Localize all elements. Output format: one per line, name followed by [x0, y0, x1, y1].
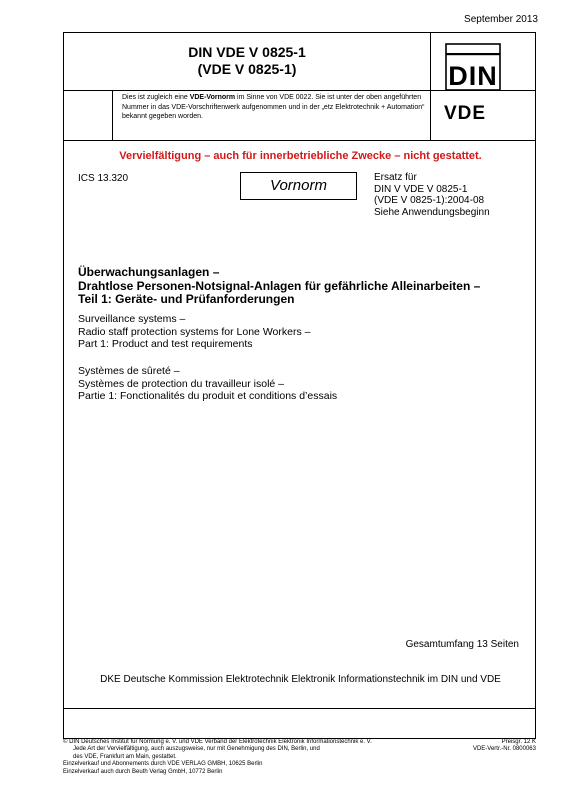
publication-date: September 2013	[464, 14, 538, 25]
footer-top-border	[64, 708, 535, 709]
replacement-info: Ersatz für DIN V VDE V 0825-1 (VDE V 0825-1):2004-08 Siehe Anwendungsbeginn	[374, 172, 490, 218]
logo-column-divider	[430, 33, 431, 140]
document-frame	[63, 32, 536, 739]
din-logo	[445, 43, 501, 91]
german-title: Überwachungsanlagen – Drahtlose Personen-Notsignal-Anlagen für gefährliche Alleinarbeiten – Teil 1: Geräte- und Prüfanforderungen	[78, 265, 481, 306]
note-left-divider	[112, 90, 113, 140]
english-title: Surveillance systems – Radio staff protection systems for Lone Workers – Part 1: Product and test requirements	[78, 313, 311, 350]
footer-price-info: Preisgr. 12 K VDE-Vertr.-Nr. 0800063	[472, 739, 536, 753]
standard-number-vde: (VDE V 0825-1)	[197, 61, 297, 77]
ics-code: ICS 13.320	[78, 173, 129, 184]
reproduction-warning: Vervielfältigung – auch für innerbetriebliche Zwecke – nicht gestattet.	[119, 150, 482, 162]
standard-number: DIN VDE V 0825-1	[188, 44, 306, 60]
total-pages: Gesamtumfang 13 Seiten	[405, 639, 519, 650]
vde-logo: VDE	[444, 103, 487, 124]
vornorm-label: Vornorm	[240, 172, 357, 200]
din-logo-text: DIN	[448, 61, 498, 91]
dke-commission: DKE Deutsche Kommission Elektrotechnik Elektronik Informationstechnik im DIN und VDE	[100, 674, 501, 685]
vornorm-note: Dies ist zugleich eine VDE-Vornorm im Sinne von VDE 0022. Sie ist unter der oben angeführten Nummer in das VDE-Vorschriftenwerk aufgenommen und in der „etz Elektrotechnik + Automation“ bekannt gegeben worden.	[122, 94, 425, 120]
footer-copyright: © DIN Deutsches Institut für Normung e. V. und VDE Verband der Elektrotechnik Elektronik Informationstechnik e. V. Jede Art der Vervielfältigung, auch auszugsweise, nur mit Genehmigung des DIN, Berlin, und des VDE, Frankfurt am Main, gestattet. Einzelverkauf und Abonnements durch VDE VERLAG GMBH, 10625 Berlin Einzelverkauf auch durch Beuth Verlag GmbH, 10772 Berlin	[63, 739, 372, 775]
header-bottom-border	[64, 140, 535, 141]
french-title: Systèmes de sûreté – Systèmes de protection du travailleur isolé – Partie 1: Fonctionalités du produit et conditions d’essais	[78, 365, 338, 402]
